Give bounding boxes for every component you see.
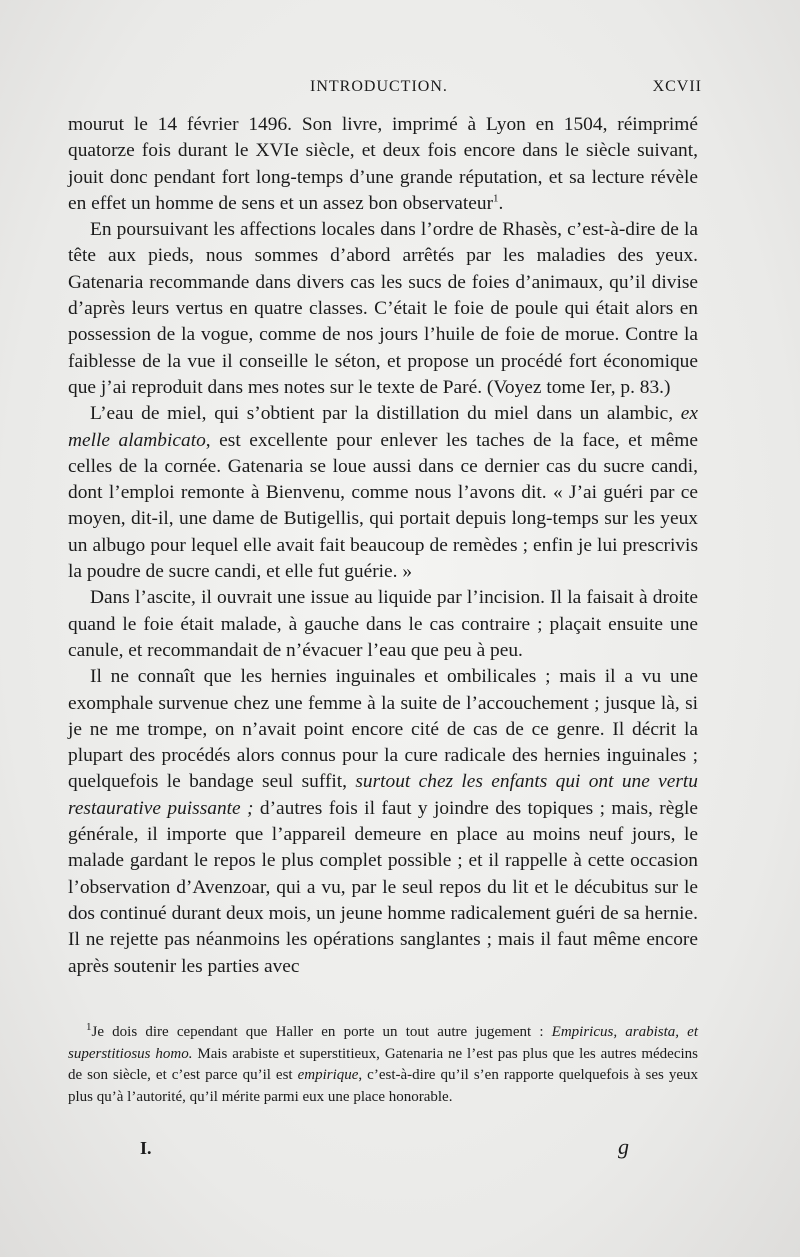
footnote-italic-1: Empiricus, arabista, et superstitiosus homo. — [68, 1024, 698, 1062]
running-header — [310, 78, 702, 96]
footnote-italic-2: empirique — [297, 1067, 359, 1083]
paragraph-4-text: Dans l’ascite, il ouvrait une issue au liquide par l’incision. Il la faisait à droite quand le foie était malade, à gauche dans le cas contraire ; plaçait ensuite une canule, et recommandait de n’évacuer l’eau que peu à peu. — [68, 587, 698, 661]
footnote-post: , c’est-à-dire qu’il s’en rapporte quelquefois à ses yeux plus qu’à l’autorité, qu’il mérite parmi eux une place honorable. — [68, 1067, 698, 1105]
header-title: INTRODUCTION. — [310, 78, 448, 95]
paragraph-1-text: mourut le 14 février 1496. Son livre, imprimé à Lyon en 1504, réimprimé quatorze fois durant le XVIe siècle, et deux fois encore dans le siècle suivant, jouit donc pendant fort long-temps d’une grande réputation, et sa lecture révèle en effet un homme de sens et un assez bon observateur — [68, 114, 698, 214]
paragraph-5-italic: surtout chez les enfants qui ont une vertu restaurative puissante ; — [68, 771, 698, 819]
paragraph-1-end: . — [498, 192, 504, 214]
paragraph-3-post: , est excellente pour enlever les taches de la face, et même celles de la cornée. Gatenaria se loue aussi dans ce dernier cas du sucre candi, dont l’emploi remonte à Bienvenu, comme nous l’avons dit. « J’ai guéri par ce moyen, dit-il, une dame de Butigellis, qui portait depuis long-temps sur les yeux un albugo pour lequel elle avait fait beaucoup de remèdes ; enfin je lui prescrivis la poudre de sucre candi, et elle fut guérie. » — [68, 429, 698, 583]
paragraph-3-italic: ex melle alambicato — [68, 403, 698, 451]
paragraph-5 — [68, 664, 698, 980]
paragraph-3 — [68, 401, 698, 585]
main-text — [68, 112, 698, 980]
footnote-pre: Je dois dire cependant que Haller en porte un tout autre jugement : — [91, 1024, 552, 1040]
footnote-marker: 1 — [86, 1021, 92, 1033]
paragraph-2 — [68, 217, 698, 401]
footnote-paragraph — [68, 1022, 698, 1108]
footnote-mid: Mais arabiste et superstitieux, Gatenaria ne l’est pas plus que les autres médecins de son siècle, et c’est parce qu’il est — [68, 1045, 698, 1083]
footnote — [68, 1022, 698, 1108]
signature-mark-right: g — [618, 1134, 629, 1159]
paragraph-3-pre: L’eau de miel, qui s’obtient par la distillation du miel dans un alambic, — [90, 403, 681, 425]
header-page-number: XCVII — [652, 78, 702, 95]
paragraph-4 — [68, 585, 698, 664]
signature-mark-left: I. — [140, 1138, 152, 1158]
footnote-ref: 1 — [493, 192, 499, 205]
paragraph-5-post: d’autres fois il faut y joindre des topiques ; mais, règle générale, il importe que l’appareil demeure en place au moins neuf jours, le malade gardant le repos le plus complet possible ; et il rappelle à cette occasion l’observation d’Avenzoar, qui a vu, par le seul repos du lit et le décubitus sur le dos continué durant deux mois, un jeune homme radicalement guéri de sa hernie. Il ne rejette pas néanmoins les opérations sanglantes ; mais il faut même encore après soutenir les parties avec — [68, 797, 698, 977]
paragraph-5-pre: Il ne connaît que les hernies inguinales et ombilicales ; mais il a vu une exomphale survenue chez une femme à la suite de l’accouchement ; jusque là, si je ne me trompe, on n’avait point encore cité de cas de ce genre. Il décrit la plupart des procédés alors connus pour la cure radicale des hernies inguinales ; quelquefois le bandage seul suffit, — [68, 666, 698, 793]
paragraph-2-text: En poursuivant les affections locales dans l’ordre de Rhasès, c’est-à-dire de la tête aux pieds, nous sommes d’abord arrêtés par les maladies des yeux. Gatenaria recommande dans divers cas les sucs de foies d’animaux, qu’il divise d’après leurs vertus en quatre classes. C’était le foie de poule qui était alors en possession de la vogue, comme de nos jours l’huile de foie de morue. Contre la faiblesse de la vue il conseille le séton, et propose un procédé fort économique que j’ai reproduit dans mes notes sur le texte de Paré. (Voyez tome Ier, p. 83.) — [68, 219, 698, 398]
paragraph-1 — [68, 112, 698, 217]
